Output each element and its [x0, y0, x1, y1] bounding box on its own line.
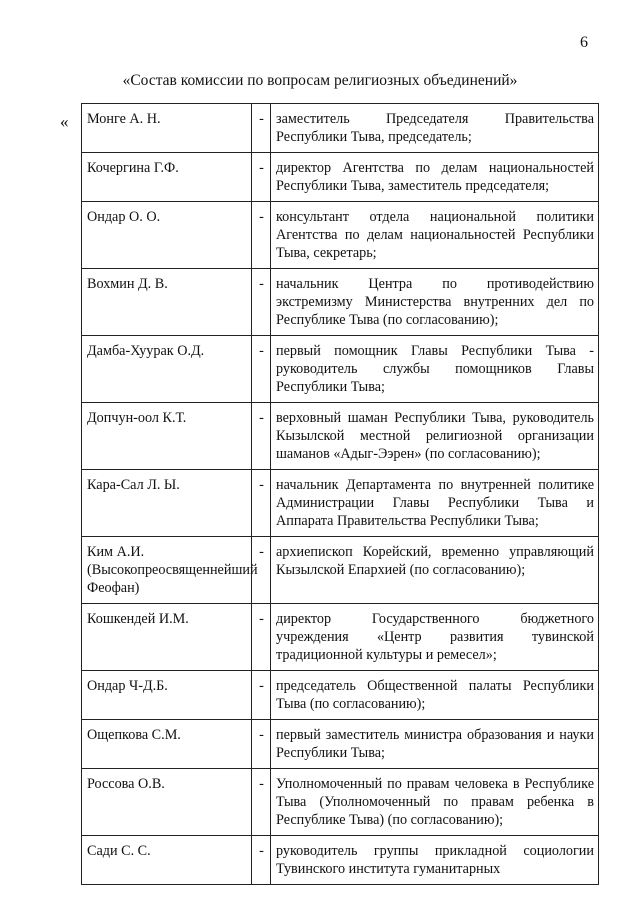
table-row — [82, 769, 599, 836]
member-dash: - — [252, 336, 271, 403]
member-dash: - — [252, 671, 271, 720]
member-name: Россова О.В. — [82, 769, 252, 836]
table-row — [82, 202, 599, 269]
member-position: первый заместитель министра образования и науки Республики Тыва; — [271, 720, 599, 769]
table-row — [82, 537, 599, 604]
opening-quote-mark: « — [60, 112, 69, 131]
member-position: первый помощник Главы Республики Тыва - руководитель службы помощников Главы Республики Тыва; — [271, 336, 599, 403]
member-position: руководитель группы прикладной социологии Тувинского института гуманитарных — [271, 836, 599, 885]
member-dash: - — [252, 470, 271, 537]
member-name: Вохмин Д. В. — [82, 269, 252, 336]
table-row — [82, 604, 599, 671]
members-table-body — [82, 104, 599, 885]
member-position: начальник Департамента по внутренней политике Администрации Главы Республики Тыва и Аппарата Правительства Республики Тыва; — [271, 470, 599, 537]
page-number: 6 — [580, 34, 588, 51]
member-position: председатель Общественной палаты Республики Тыва (по согласованию); — [271, 671, 599, 720]
member-dash: - — [252, 269, 271, 336]
member-position: заместитель Председателя Правительства Республики Тыва, председатель; — [271, 104, 599, 153]
member-name: Сади С. С. — [82, 836, 252, 885]
table-row — [82, 671, 599, 720]
member-name: Ондар Ч-Д.Б. — [82, 671, 252, 720]
member-position: Уполномоченный по правам человека в Республике Тыва (Уполномоченный по правам ребенка в Республике Тыва) (по согласованию); — [271, 769, 599, 836]
member-dash: - — [252, 403, 271, 470]
document-title: «Состав комиссии по вопросам религиозных объединений» — [122, 72, 518, 89]
member-name: Монге А. Н. — [82, 104, 252, 153]
member-dash: - — [252, 153, 271, 202]
table-row — [82, 104, 599, 153]
member-dash: - — [252, 202, 271, 269]
member-dash: - — [252, 769, 271, 836]
member-name: Кара-Сал Л. Ы. — [82, 470, 252, 537]
member-name: Кошкендей И.М. — [82, 604, 252, 671]
member-dash: - — [252, 604, 271, 671]
table-row — [82, 336, 599, 403]
member-name: Кочергина Г.Ф. — [82, 153, 252, 202]
table-row — [82, 269, 599, 336]
member-position: верховный шаман Республики Тыва, руководитель Кызылской местной религиозной организации шаманов «Адыг-Ээрен» (по согласованию); — [271, 403, 599, 470]
member-name: Допчун-оол К.Т. — [82, 403, 252, 470]
member-position: консультант отдела национальной политики Агентства по делам национальностей Республики Тыва, секретарь; — [271, 202, 599, 269]
table-row — [82, 470, 599, 537]
member-name: Ким А.И. (Высокопреосвященнейший Феофан) — [82, 537, 252, 604]
member-dash: - — [252, 720, 271, 769]
member-position: начальник Центра по противодействию экстремизму Министерства внутренних дел по Республике Тыва (по согласованию); — [271, 269, 599, 336]
table-row — [82, 836, 599, 885]
member-position: директор Государственного бюджетного учреждения «Центр развития тувинской традиционной культуры и ремесел»; — [271, 604, 599, 671]
table-row — [82, 403, 599, 470]
member-name: Ондар О. О. — [82, 202, 252, 269]
member-name: Ощепкова С.М. — [82, 720, 252, 769]
member-dash: - — [252, 537, 271, 604]
member-position: архиепископ Корейский, временно управляющий Кызылской Епархией (по согласованию); — [271, 537, 599, 604]
commission-members-table — [81, 103, 599, 885]
member-position: директор Агентства по делам национальностей Республики Тыва, заместитель председателя; — [271, 153, 599, 202]
member-dash: - — [252, 836, 271, 885]
table-row — [82, 153, 599, 202]
member-name: Дамба-Хуурак О.Д. — [82, 336, 252, 403]
table-row — [82, 720, 599, 769]
member-dash: - — [252, 104, 271, 153]
